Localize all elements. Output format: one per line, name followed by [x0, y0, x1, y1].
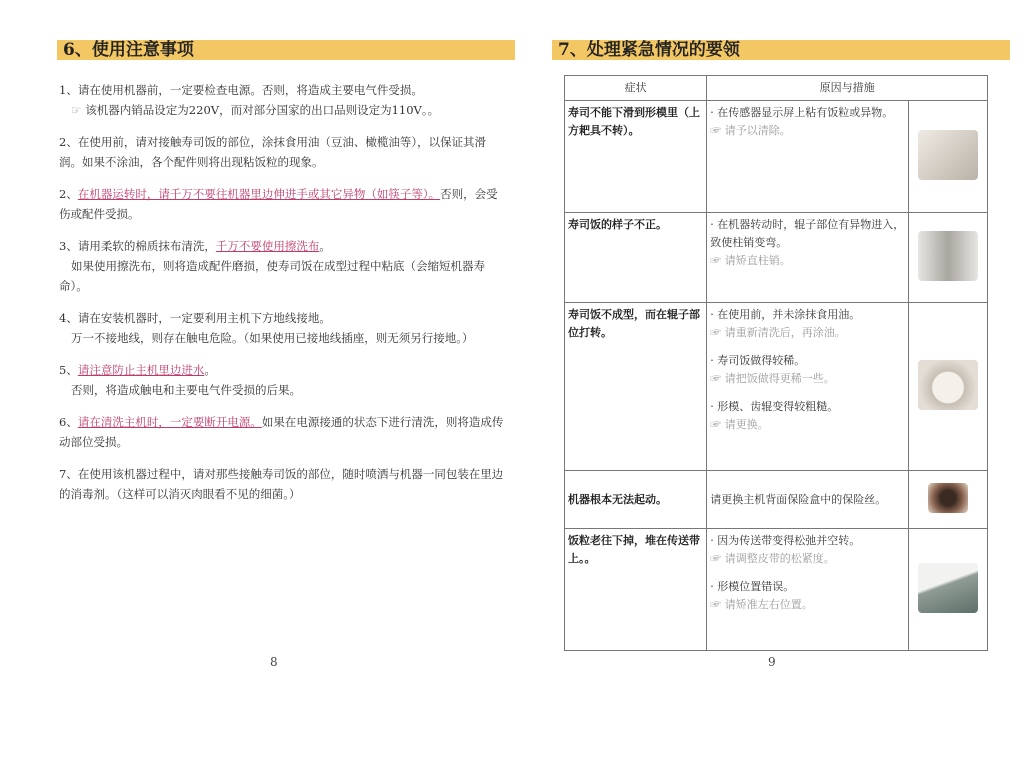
image-cell — [909, 529, 988, 651]
note-suffix: 。 — [204, 363, 216, 377]
note-line: 2、在使用前，请对接触寿司饭的部位，涂抹食用油（豆油、橄榄油等），以保证其滑 — [59, 135, 487, 149]
cause-text: · 在机器转动时，辊子部位有异物进入，致使柱销变弯。 — [710, 218, 905, 249]
note-prefix: 5、 — [59, 363, 78, 377]
note-text: 该机器内销品设定为220V，而对部分国家的出口品则设定为110V。。 — [85, 103, 440, 117]
cause-text: · 形模、齿辊变得较粗糙。 — [710, 400, 839, 413]
image-cell — [909, 213, 988, 303]
header-symptom: 症状 — [565, 76, 707, 101]
note-line — [59, 236, 519, 256]
troubleshooting-table — [564, 75, 988, 651]
roller-photo — [918, 360, 978, 410]
note-suffix: 。 — [319, 239, 331, 253]
table-row — [565, 101, 988, 213]
sensor-photo — [918, 130, 978, 180]
fuse-photo — [928, 483, 968, 513]
symptom-cell: 寿司饭的样子不正。 — [565, 213, 707, 303]
note-line: 动部位受损。 — [59, 435, 128, 449]
note-line: 命）。 — [59, 279, 88, 293]
header-cause: 原因与措施 — [707, 76, 988, 101]
remedy-text: ☞ 请予以清除。 — [710, 124, 791, 137]
warning-text: 请注意防止主机里边进水 — [77, 363, 205, 377]
usage-notes-list — [59, 80, 519, 516]
note-line — [59, 360, 519, 380]
table-row — [565, 213, 988, 303]
note-item — [59, 412, 519, 452]
cause-cell — [707, 213, 909, 303]
note-line — [59, 100, 519, 120]
cause-cell — [707, 101, 909, 213]
remedy-text: ☞ 请重新清洗后，再涂油。 — [710, 326, 846, 339]
symptom-cell: 饭粒老往下掉，堆在传送带上。。 — [565, 529, 707, 651]
note-line: 如果使用擦洗布，则将造成配件磨损，使寿司饭在成型过程中粘底（会缩短机器寿 — [71, 259, 485, 273]
pointing-hand-icon: ☞ — [71, 103, 82, 117]
image-cell — [909, 101, 988, 213]
note-prefix: 2、 — [59, 187, 78, 201]
note-suffix: 如果在电源接通的状态下进行清洗，则将造成传 — [261, 415, 504, 429]
warning-text: 在机器运转时，请千万不要往机器里边伸进手或其它异物（如筷子等）。 — [77, 187, 441, 201]
mold-photo — [918, 563, 978, 613]
section-title-usage-notes: 6、使用注意事项 — [57, 40, 515, 60]
note-line: 4、请在安装机器时，一定要利用主机下方地线接地。 — [59, 311, 331, 325]
warning-text: 千万不要使用擦洗布 — [215, 239, 320, 253]
note-prefix: 3、请用柔软的棉质抹布清洗， — [59, 239, 216, 253]
cause-cell — [707, 303, 909, 471]
cause-text: · 在使用前，并未涂抹食用油。 — [710, 308, 861, 321]
cause-text: · 寿司饭做得较稀。 — [710, 354, 806, 367]
note-line: 伤或配件受损。 — [59, 207, 140, 221]
cause-text: 请更换主机背面保险盒中的保险丝。 — [710, 492, 887, 506]
table-row — [565, 471, 988, 529]
note-item — [59, 308, 519, 348]
cause-text: · 形模位置错误。 — [710, 580, 795, 593]
note-item — [59, 464, 519, 504]
symptom-cell: 寿司不能下滑到形模里（上方耙具不转）。 — [565, 101, 707, 213]
note-item — [59, 80, 519, 120]
cause-cell — [707, 529, 909, 651]
pin-photo — [918, 231, 978, 281]
cause-text: · 因为传送带变得松弛并空转。 — [710, 534, 861, 547]
note-line: 的消毒剂。（这样可以消灭肉眼看不见的细菌。） — [59, 487, 301, 501]
page-number: 8 — [270, 655, 278, 669]
note-line: 1、请在使用机器前，一定要检查电源。否则，将造成主要电气件受损。 — [59, 83, 423, 97]
symptom-cell: 机器根本无法起动。 — [565, 471, 707, 529]
table-row — [565, 303, 988, 471]
remedy-text: ☞ 请把饭做得更稀一些。 — [710, 372, 835, 385]
remedy-text: ☞ 请更换。 — [710, 418, 769, 431]
note-suffix: 否则，会受 — [440, 187, 498, 201]
table-row — [565, 529, 988, 651]
note-item — [59, 184, 519, 224]
note-prefix: 6、 — [59, 415, 78, 429]
note-line — [59, 412, 519, 432]
remedy-text: ☞ 请矫准左右位置。 — [710, 598, 813, 611]
section-title-troubleshooting: 7、处理紧急情况的要领 — [552, 40, 1010, 60]
note-line: 7、在使用该机器过程中，请对那些接触寿司饭的部位，随时喷洒与机器一同包装在里边 — [59, 467, 504, 481]
image-cell — [909, 303, 988, 471]
note-line: 万一不接地线，则存在触电危险。（如果使用已接地线插座，则无须另行接地。） — [71, 331, 474, 345]
page-number: 9 — [768, 655, 776, 669]
note-item — [59, 132, 519, 172]
right-page — [512, 0, 1024, 758]
note-line: 润。如果不涂油，各个配件则将出现粘饭粒的现象。 — [59, 155, 324, 169]
cause-cell — [707, 471, 909, 529]
note-line — [59, 184, 519, 204]
warning-text: 请在清洗主机时，一定要断开电源。 — [77, 415, 262, 429]
note-line: 否则，将造成触电和主要电气件受损的后果。 — [71, 383, 301, 397]
remedy-text: ☞ 请调整皮带的松紧度。 — [710, 552, 835, 565]
note-item — [59, 236, 519, 296]
remedy-text: ☞ 请矫直柱销。 — [710, 254, 791, 267]
symptom-cell: 寿司饭不成型，而在辊子部位打转。 — [565, 303, 707, 471]
note-item — [59, 360, 519, 400]
cause-text: · 在传感器显示屏上粘有饭粒或异物。 — [710, 106, 894, 119]
image-cell — [909, 471, 988, 529]
table-header-row — [565, 76, 988, 101]
